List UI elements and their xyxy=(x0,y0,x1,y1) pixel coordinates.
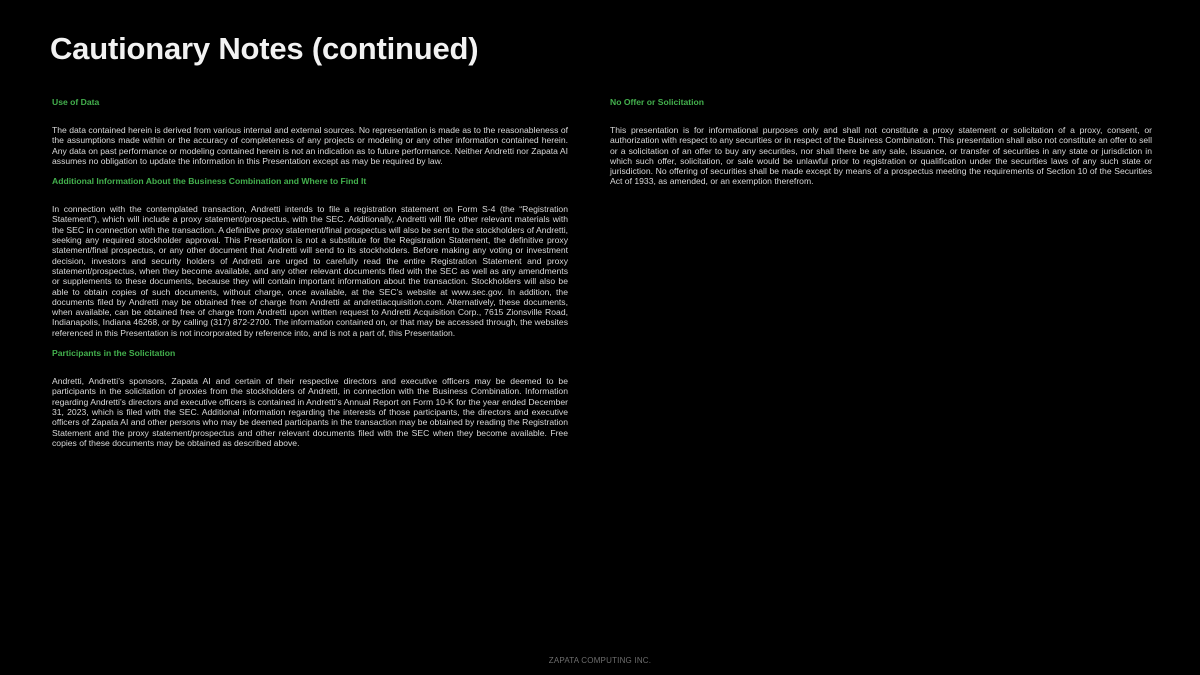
participants-section xyxy=(52,347,568,448)
section-body-participants: Andretti, Andretti’s sponsors, Zapata AI and certain of their respective directors and executive officers may be deemed to be participants in the solicitation of proxies from the stockholders of Andretti, in connection with the Business Combination. Information regarding Andretti’s directors and executive officers is contained in Andretti’s Annual Report on Form 10-K for the year ended December 31, 2023, which is filed with the SEC. Additional information regarding the interests of those participants, the directors and executive officers of Zapata AI and other persons who may be deemed participants in the transaction may be obtained by reading the Registration Statement and the proxy statement/prospectus and other relevant documents filed with the SEC when they become available. Free copies of these documents may be obtained as described above. xyxy=(52,376,568,448)
footer-company-name: ZAPATA COMPUTING INC. xyxy=(548,656,652,665)
section-body-no-offer: This presentation is for informational purposes only and shall not constitute a proxy statement or solicitation of a proxy, consent, or authorization with respect to any securities or in respect of the Business Combination. This presentation shall also not constitute an offer to sell or a solicitation of an offer to buy any securities, nor shall there be any sale, issuance, or transfer of securities in any state or jurisdiction in which such offer, solicitation, or sale would be unlawful prior to registration or qualification under the securities laws of any such state or jurisdiction. No offering of securities shall be made except by means of a prospectus meeting the requirements of Section 10 of the Securities Act of 1933, as amended, or an exemption therefrom. xyxy=(610,125,1152,187)
section-body-additional-information: In connection with the contemplated transaction, Andretti intends to file a registration statement on Form S-4 (the “Registration Statement”), which will include a proxy statement/prospectus, with the SEC. Additionally, Andretti will file other relevant materials with the SEC in connection with the transaction. A definitive proxy statement/final prospectus will also be sent to the stockholders of Andretti, seeking any required stockholder approval. This Presentation is not a substitute for the Registration Statement, the definitive proxy statement/final prospectus, or any other document that Andretti will send to its stockholders. Before making any voting or investment decision, investors and security holders of Andretti are urged to carefully read the entire Registration Statement and proxy statement/prospectus, when they become available, and any other relevant documents filed with the SEC as well as any amendments or supplements to these documents, because they will contain important information about the transaction. Stockholders will also be able to obtain copies of such documents, without charge, once available, at the SEC’s website at www.sec.gov. In addition, the documents filed by Andretti may be obtained free of charge from Andretti at andrettiacquisition.com. Alternatively, these documents, when available, can be obtained free of charge from Andretti upon written request to Andretti Acquisition Corp., 7615 Zionsville Road, Indianapolis, Indiana 46268, or by calling (317) 872-2700. The information contained on, or that may be accessed through, the websites referenced in this Presentation is not incorporated by reference into, and is not a part of, this Presentation. xyxy=(52,204,568,338)
additional-information-section xyxy=(52,175,568,338)
section-heading-additional-information: Additional Information About the Business Combination and Where to Find It xyxy=(52,176,367,187)
section-heading-no-offer: No Offer or Solicitation xyxy=(610,97,705,107)
section-heading-participants: Participants in the Solicitation xyxy=(52,348,176,359)
no-offer-section xyxy=(610,96,1152,187)
section-heading-use-of-data: Use of Data xyxy=(52,97,100,107)
right-column xyxy=(610,96,1152,196)
slide-title: Cautionary Notes (continued) xyxy=(50,31,479,66)
section-body-use-of-data: The data contained herein is derived from various internal and external sources. No representation is made as to the reasonableness of the assumptions made within or the accuracy of completeness of any projects or modeling or any other information contained herein. Any data on past performance or modeling contained herein is not an indication as to future performance. Neither Andretti nor Zapata AI assumes no obligation to update the information in this Presentation except as may be required by law. xyxy=(52,125,568,166)
use-of-data-section xyxy=(52,96,568,166)
left-column xyxy=(52,96,568,457)
